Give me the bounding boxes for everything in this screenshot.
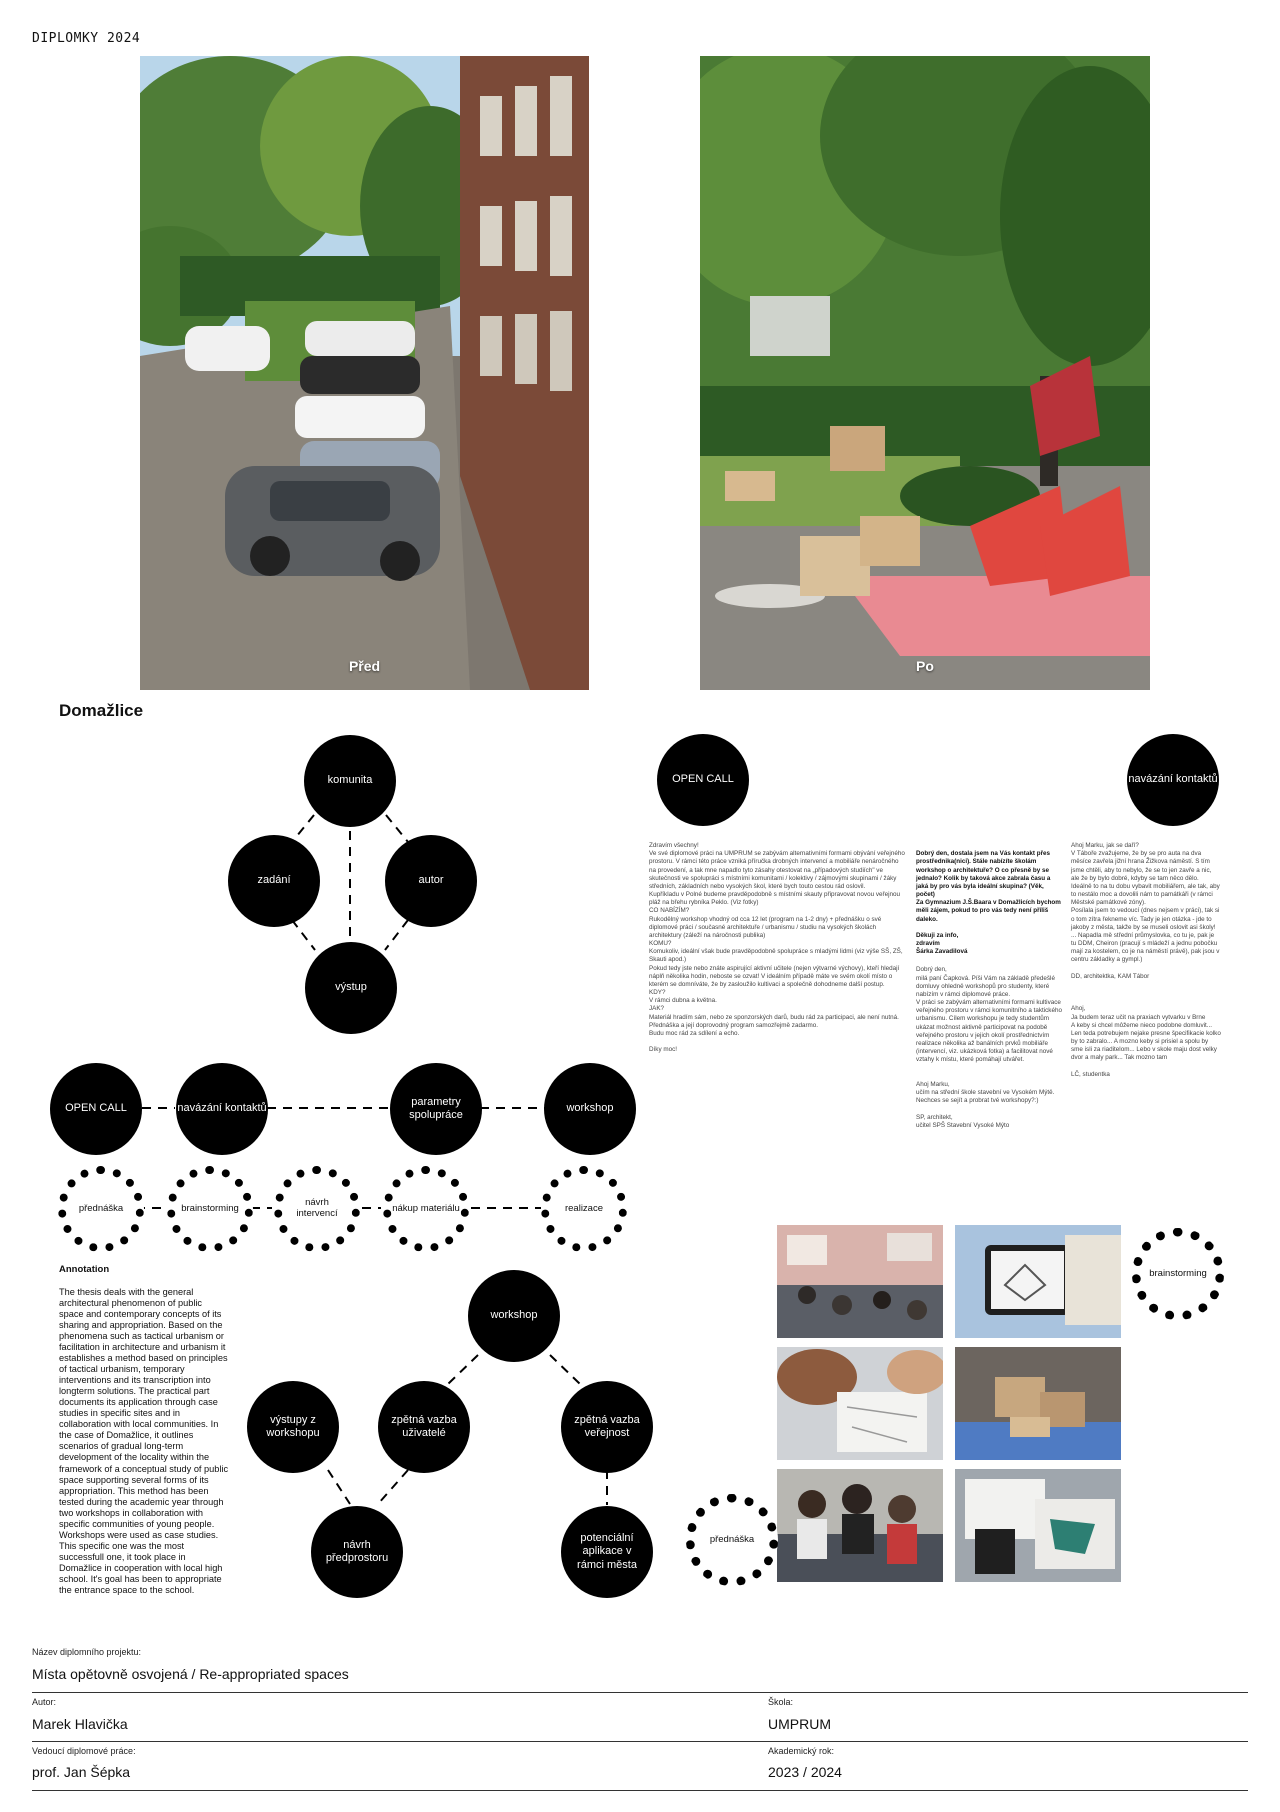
before-photo — [140, 56, 589, 690]
workshop-photo-drawing-illustration — [777, 1347, 943, 1460]
footer-divider-1 — [32, 1692, 1248, 1693]
annotation-heading: Annotation — [59, 1264, 110, 1275]
node-potencialni-aplikace: potenciální aplikace v rámci města — [561, 1506, 653, 1598]
node-parametry-spoluprace: parametry spolupráce — [390, 1063, 482, 1155]
node-navazani-kontaktu-right: navázání kontaktů — [1127, 734, 1219, 826]
workshop-photo-group-illustration — [777, 1469, 943, 1582]
email-column-2-request: Dobrý den, dostala jsem na Vás kontakt přes prostřednika(nici). Stále nabízíte školám workshop o architektuře? O co přesně by se jednalo? Kolik by taková akce zabrala času a jaká by pro vás byla ideální skupina? (Věk, počet) Za Gymnazium J.Š.Baara v Domažlicích bychom měli zájem, pokud to pro vás tedy není příliš daleko. Děkuji za info, zdravím Šárka Zavadilová — [916, 850, 1061, 956]
author-label: Autor: — [32, 1697, 57, 1707]
email-column-1: Zdravím všechny! Ve své diplomové práci na UMPRUM se zabývám alternativními formami obývání veřejného prostoru. V rámci této práce vzniká příručka drobných intervencí a mobiliáře nenáročného na provedení, a tak mne napadlo tyto zásahy otestovat na „případových studiích" ve skutečnosti ve spolupráci s místními komunitami / kolektivy / zájmovými skupinami / žáky středních, základních nebo vysokých škol, které bych touto cestou rád oslovil. Kupříkladu v Polné budeme pravděpodobně s místními skauty připravovat novou veřejnou pláž na břehu rybníka Peklo. (Viz fotky) CO NABÍZÍM? Rukodělný workshop vhodný od cca 12 let (program na 1-2 dny) + přednášku o své diplomové práci / současné architektuře / urbanismu / studiu na vysokých školách architektury (záleží na náročnosti publika) KOMU? Komukoliv, ideální však bude pravděpodobně spolupráce s mladými lidmi (viz výše SŠ, ZŠ, Skauti apod.) Pokud tedy jste nebo znáte aspirující aktivní učitele (nejen výtvarné výchovy), kteří hledají náplň několika hodin, neboste se ozvat! V ideálním případě máte ve svém okolí místo o kterém se domníváte, že by zasloužilo kultivaci a společně dohodneme další postup. KDY? V rámci dubna a května. JAK? Materiál hradím sám, nebo ze sponzorských darů, budu rád za participaci, ale není nutná. Přednáška a její doprovodný program samozřejmě zadarmo. Budu moc rád za sdílení a echo. Díky moc! — [649, 842, 905, 1054]
footer-divider-3 — [32, 1790, 1248, 1791]
dotted-node-navrh-intervenci: návrh intervencí — [274, 1166, 360, 1252]
email-column-3: Ahoj Marku, jak se daří? V Táboře zvažujeme, že by se pro auta na dva měsíce zavřela jižní hrana Žižkova náměstí. S tím jsme chtěli, aby to nebylo, že se to jen zavře a nic, ale že by bylo dobré, kdyby se tam něco dělo. Ideálně to na tu dobu vybavit mobiliářem, ale tak, aby to nestálo moc a dovolili nám to památkáři (v rámci Městské památkové zóny). Posílala jsem to vedoucí (dnes nejsem v práci), tak si o tom zítra řekneme víc. Tady je jen otázka - jde to jakoby z města, takže by se museli oslovit asi školy! ... Napadla mě střední průmyslovka, co tu je, pak je tu DDM, Cheiron (pracují s mládeží a jednu pobočku mají za kostelem, co je na náměstí právě), pak jsou v centru základky a gympl.) DD, architektka, KAM Tábor Ahoj, Ja budem teraz učit na praxiach vytvarku v Brne A keby si chcel môžeme nieco podobne domluvit... Len teda potrebujem nejake presne špecifikacie kolko by to zabralo... A mozno keby si prisiel a spolu by sme isli za riaditelom... Lebo v skole maju dost velky dvor a maly park... Tak mozno tam LČ, studentka — [1071, 842, 1221, 1078]
year-label: Akademický rok: — [768, 1746, 835, 1756]
before-photo-illustration — [140, 56, 589, 690]
page-header-title: DIPLOMKY 2024 — [32, 31, 141, 46]
workshop-photo-classroom — [777, 1225, 943, 1338]
before-caption: Před — [348, 658, 381, 674]
node-navazani-kontaktu: navázání kontaktů — [176, 1063, 268, 1155]
workshop-photo-sketches — [955, 1469, 1121, 1582]
workshop-photo-group — [777, 1469, 943, 1582]
workshop-photo-tablet-illustration — [955, 1225, 1121, 1338]
supervisor-label: Vedoucí diplomové práce: — [32, 1746, 136, 1756]
project-value: Místa opětovně osvojená / Re-appropriated spaces — [32, 1666, 349, 1682]
node-zpetna-vazba-verejnost: zpětná vazba veřejnost — [561, 1381, 653, 1473]
after-caption: Po — [916, 658, 934, 674]
workshop-photo-tablet — [955, 1225, 1121, 1338]
footer-divider-2 — [32, 1741, 1248, 1742]
supervisor-value: prof. Jan Šépka — [32, 1764, 131, 1780]
node-navrh-predprostoru: návrh předprostoru — [311, 1506, 403, 1598]
node-open-call-right: OPEN CALL — [657, 734, 749, 826]
node-komunita: komunita — [304, 735, 396, 827]
after-photo — [700, 56, 1150, 690]
workshop-photo-model — [955, 1347, 1121, 1460]
node-zpetna-vazba-uzivatele: zpětná vazba uživatelé — [378, 1381, 470, 1473]
node-vystupy-z-workshopu: výstupy z workshopu — [247, 1381, 339, 1473]
author-value: Marek Hlavička — [32, 1716, 128, 1732]
project-label: Název diplomního projektu: — [32, 1647, 142, 1657]
annotation-text: The thesis deals with the general architectural phenomenon of public space and contemporary concepts of its sharing and appropriation. Based on the phenomena such as tactical urbanism or facilitation in architecture and urbanism it establishes a method based on principles of tactical urbanism, temporary interventions and its transcription into longterm solutions. The practical part documents its application through case studies in specific sites and in collaboration with local communities. In the case of Domažlice, it outlines scenarios of gradual long-term development of the locality within the framework of a conceptual study of public space supporting several forms of its appropriation. This method has been tested during the academic year through two workshops in collaboration with specific communities of young people. Workshops were used as case studies. This specific one was the most successfull one, it took place in Domažlice in cooperation with local high school. It's goal has been to appropriate the entrance space to the school. — [59, 1287, 229, 1595]
dotted-node-prednaska-right: přednáška — [686, 1494, 778, 1586]
email-column-2-reply: Dobrý den, milá paní Čapková. Píši Vám na základě předešlé domluvy ohledně workshopů pro studenty, které nabízím v rámci diplomové práce. V práci se zabývám alternativními formami kultivace veřejného prostoru v rámci komunitního a taktického urbanismu. Cílem workshopu je tedy studentům ukázat možnost aktivně participovat na podobě veřejného prostoru v jejich okolí prostřednictvím realizace několika až banálních prvků mobiliáře (intervencí, viz. ukázková fotka) a facilitovat nové vztahy k místu, které pomáhají utvářet. Ahoj Marku, učím na střední škole stavební ve Vysokém Mýtě. Nechces se sejít a probrat tvé workshopy?:) SP, architekt, učitel SPŠ Stavební Vysoké Mýto — [916, 966, 1062, 1129]
school-value: UMPRUM — [768, 1716, 831, 1732]
node-workshop: workshop — [468, 1270, 560, 1362]
school-label: Škola: — [768, 1697, 794, 1707]
workshop-photo-sketches-illustration — [955, 1469, 1121, 1582]
workshop-photo-model-illustration — [955, 1347, 1121, 1460]
node-open-call: OPEN CALL — [50, 1063, 142, 1155]
year-value: 2023 / 2024 — [768, 1764, 842, 1780]
dotted-node-brainstorming: brainstorming — [167, 1166, 253, 1252]
workshop-photo-drawing — [777, 1347, 943, 1460]
node-zadani: zadání — [228, 835, 320, 927]
dotted-node-nakup-materialu: nákup materiálu — [383, 1166, 469, 1252]
node-workshop-chain: workshop — [544, 1063, 636, 1155]
dotted-node-realizace: realizace — [541, 1166, 627, 1252]
section-title: Domažlice — [59, 701, 144, 720]
node-vystup: výstup — [305, 942, 397, 1034]
after-photo-illustration — [700, 56, 1150, 690]
email-column-2 — [916, 842, 1064, 1138]
node-autor: autor — [385, 835, 477, 927]
dotted-node-brainstorming-right: brainstorming — [1132, 1228, 1224, 1320]
workshop-photo-classroom-illustration — [777, 1225, 943, 1338]
dotted-node-prednaska: přednáška — [58, 1166, 144, 1252]
